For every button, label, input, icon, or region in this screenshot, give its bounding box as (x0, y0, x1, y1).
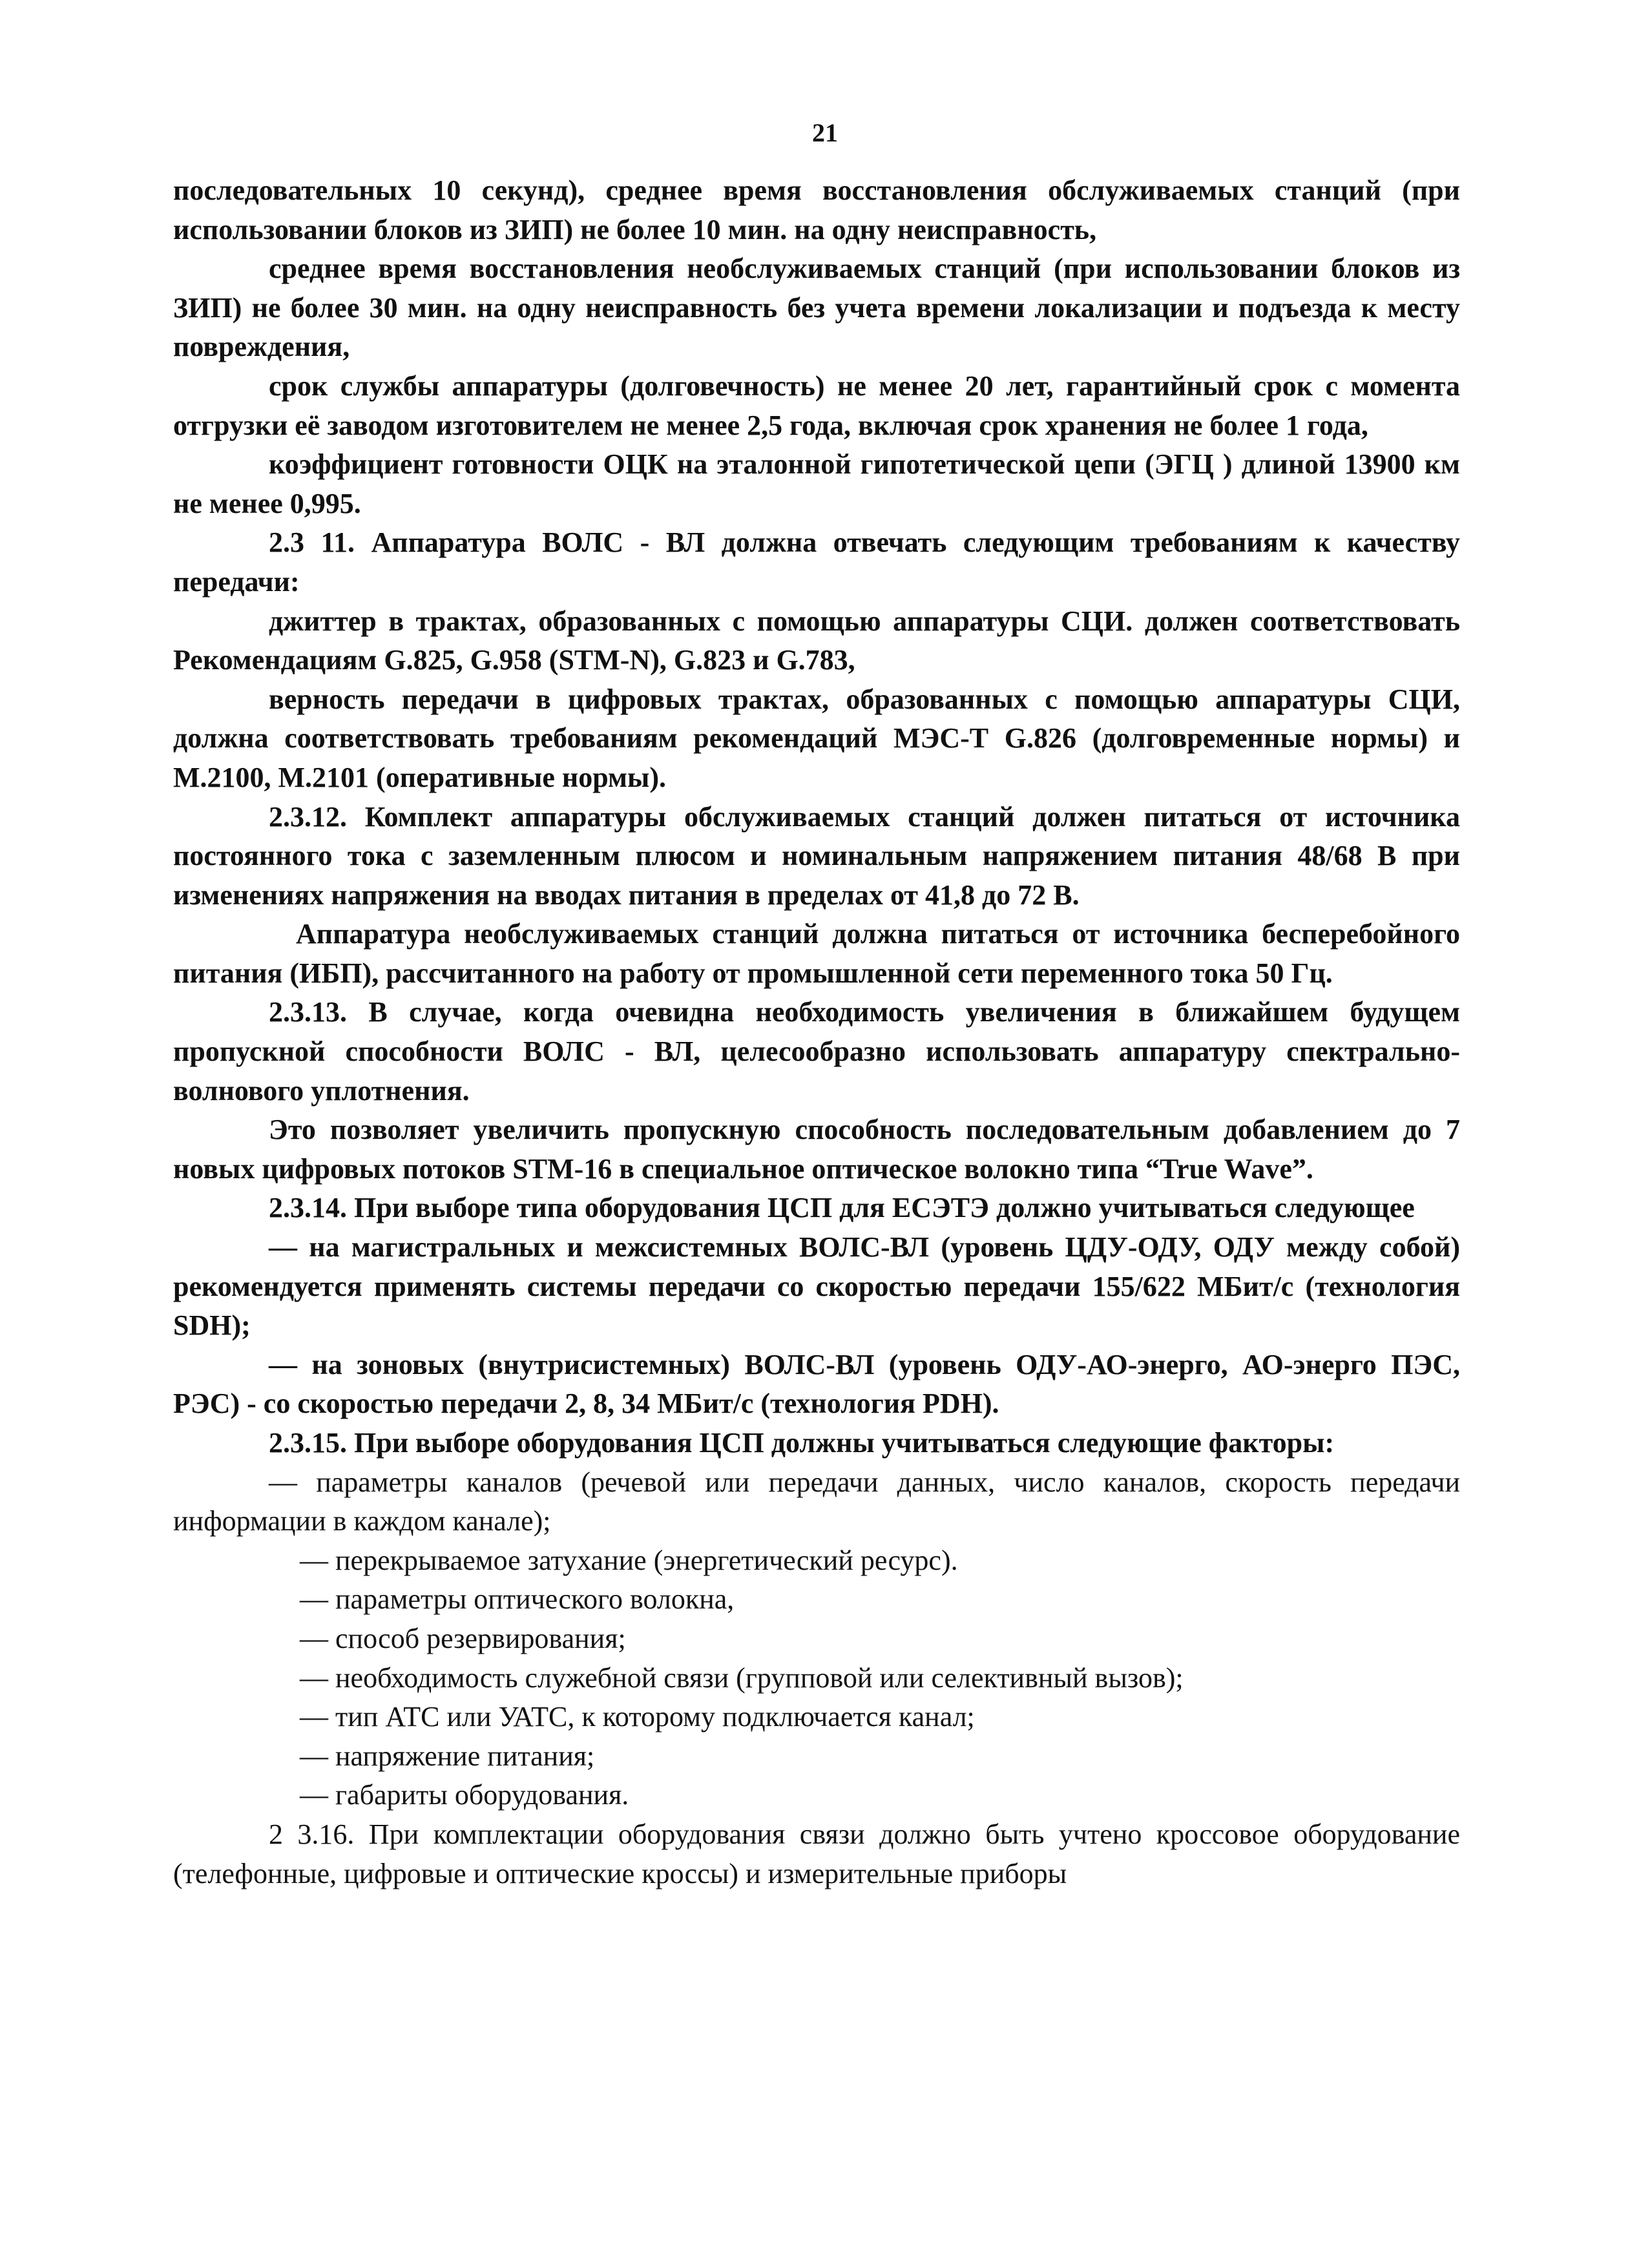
paragraph: среднее время восстановления необслуживаемых станций (при использовании блоков из ЗИП) не более 30 мин. на одну неисправность без учета времени локализации и подъезда к месту повреждения, (173, 253, 1460, 363)
list-item: — перекрываемое затухание (энергетический ресурс). (300, 1544, 958, 1576)
list-item: — способ резервирования; (300, 1622, 626, 1654)
section-2-3-12: 2.3.12. Комплект аппаратуры обслуживаемых станций должен питаться от источника постоянного тока с заземленным плюсом и номинальным напряжением питания 48/68 В при изменениях напряжения на вводах питания в пределах от 41,8 до 72 В. (173, 800, 1460, 911)
section-2-3-16: 2 3.16. При комплектации оборудования связи должно быть учтено кроссовое оборудование (телефонные, цифровые и оптические кроссы) и измерительные приборы (173, 1818, 1460, 1889)
paragraph: Это позволяет увеличить пропускную способность последовательным добавлением до 7 новых цифровых потоков STM-16 в специальное оптическое волокно типа “True Wave”. (173, 1114, 1460, 1185)
document-body (173, 171, 1460, 1893)
paragraph: коэффициент готовности ОЦК на эталонной гипотетической цепи (ЭГЦ ) длиной 13900 км не менее 0,995. (173, 448, 1460, 519)
section-2-3-11: 2.3 11. Аппаратура ВОЛС - ВЛ должна отвечать следующим требованиям к качеству передачи: (173, 526, 1460, 598)
section-2-3-13: 2.3.13. В случае, когда очевидна необходимость увеличения в ближайшем будущем пропускной способности ВОЛС - ВЛ, целесообразно использовать аппаратуру спектрально-волнового уплотнения. (173, 996, 1460, 1107)
list-item: — тип АТС или УАТС, к которому подключается канал; (300, 1701, 975, 1733)
list-paragraph: — параметры каналов (речевой или передачи данных, число каналов, скорость передачи информации в каждом канале); (173, 1466, 1460, 1537)
paragraph: срок службы аппаратуры (долговечность) не менее 20 лет, гарантийный срок с момента отгрузки её заводом изготовителем не менее 2,5 года, включая срок хранения не более 1 года, (173, 369, 1460, 441)
section-2-3-14: 2.3.14. При выборе типа оборудования ЦСП для ЕСЭТЭ должно учитываться следующее (269, 1192, 1415, 1224)
paragraph: последовательных 10 секунд), среднее время восстановления обслуживаемых станций (при использовании блоков из ЗИП) не более 10 мин. на одну неисправность, (173, 174, 1460, 245)
page-number: 21 (812, 118, 838, 147)
list-item: — габариты оборудования. (300, 1779, 629, 1811)
paragraph: верность передачи в цифровых трактах, образованных с помощью аппаратуры СЦИ, должна соответствовать требованиям рекомендаций МЭС-Т G.826 (долговременные нормы) и М.2100, М.2101 (оперативные нормы). (173, 683, 1460, 793)
paragraph: Аппаратура необслуживаемых станций должна питаться от источника бесперебойного питания (ИБП), рассчитанного на работу от промышленной сети переменного тока 50 Гц. (173, 918, 1460, 989)
paragraph: джиттер в трактах, образованных с помощью аппаратуры СЦИ. должен соответствовать Рекомендациям G.825, G.958 (STM-N), G.823 и G.783, (173, 605, 1460, 676)
paragraph: — на магистральных и межсистемных ВОЛС-ВЛ (уровень ЦДУ-ОДУ, ОДУ между собой) рекомендуется применять системы передачи со скоростью передачи 155/622 МБит/с (технология SDH); (173, 1231, 1460, 1342)
list-item: — параметры оптического волокна, (300, 1583, 735, 1616)
list-item: — напряжение питания; (300, 1740, 595, 1772)
list-item: — необходимость служебной связи (групповой или селективный вызов); (300, 1661, 1184, 1694)
section-2-3-15: 2.3.15. При выборе оборудования ЦСП должны учитываться следующие факторы: (269, 1427, 1335, 1459)
paragraph: — на зоновых (внутрисистемных) ВОЛС-ВЛ (уровень ОДУ-АО-энерго, АО-энерго ПЭС, РЭС) - со скоростью передачи 2, 8, 34 МБит/с (технология PDH). (173, 1348, 1460, 1420)
